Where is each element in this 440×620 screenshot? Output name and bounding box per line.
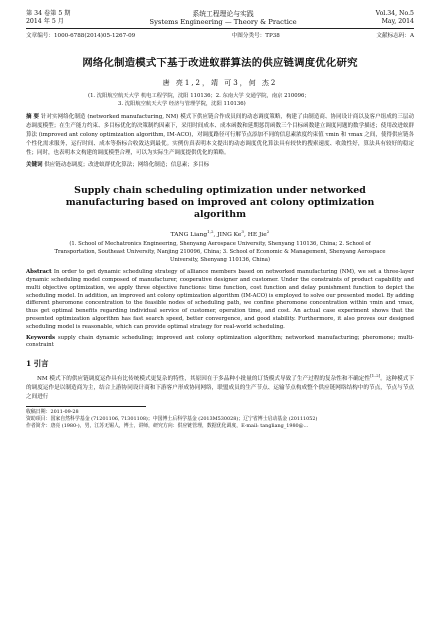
author-affil-mark: 1,2 bbox=[207, 229, 214, 235]
author-name: HE Jie bbox=[247, 232, 267, 239]
keywords-english bbox=[26, 335, 414, 351]
title-english: Supply chain scheduling optimization under networked manufacturing based on improved ant colony optimization algorithm bbox=[65, 185, 375, 221]
article-number: 文章编号：1000-6788(2014)05-1267-09 bbox=[26, 33, 136, 39]
keywords-chinese bbox=[26, 161, 414, 170]
date-cn: 2014 年 5 月 bbox=[26, 18, 64, 25]
running-header bbox=[26, 10, 414, 26]
author-name: TANG Liang bbox=[170, 232, 208, 239]
footnote-rule bbox=[26, 406, 146, 407]
body-text: NM 模式下的供应链调度运作具有比传统模式更复杂的特性，其原因在于多品种小批量的订货模式导致了生产过程的复杂性和不确定性 bbox=[37, 376, 371, 383]
keywords-text-en: supply chain dynamic scheduling; improved ant colony optimization algorithm; networked manufacturing; pheromone; multi-constraint bbox=[26, 334, 414, 349]
author-affil-mark: 2 bbox=[266, 229, 270, 235]
header-right bbox=[376, 10, 414, 26]
abstract-text-cn: 针对实网络化制造 (networked manufacturing, NM) 模式下供应链合作成员间的动态调度策略，构建了由制造商、协同设计商以及客户组成的三层动态调度模型；在生产能力约束、多目标优化的决策制约因素下，采用时间成本、成本函数和延期惩罚函数三个目标函数建立调度问题的数学描述；使用改进蚁群算法 (improved ant colony optimization algorithm, IM-ACO)，对调度路径可行解节点添加不同的信息素浓度约束值 τmin 和 τmax 之间，使得供应链各个性化需求服务，运行时间、成本等指标合收敛达到最优。实例仿真表明本文提出的动态调度优化算法具有较快的搜索速度、收敛性好，算法具有较好的稳定性；同时，也表明本文构建的调度模型合理，可以为实际生产调度提供优化的策略。 bbox=[26, 114, 414, 156]
article-meta bbox=[26, 32, 414, 40]
affiliations-english: (1. School of Mechatronics Engineering, Shenyang Aerospace University, Shenyang 110136, China; 2. School of Transportation, Southeast University, Nanjing 210096, China; 3. School of Economic & Management, Shenyang Aerospace University, Shenyang 110136, China) bbox=[54, 241, 386, 263]
header-left bbox=[26, 10, 70, 26]
section-heading-introduction: 1 引言 bbox=[26, 359, 49, 369]
title-chinese: 网络化制造模式下基于改进蚁群算法的供应链调度优化研究 bbox=[82, 57, 358, 69]
abstract-label-en: Abstract bbox=[26, 269, 52, 276]
author-affil-mark: 3 bbox=[241, 229, 244, 235]
clc-number: 中图分类号：TP38 bbox=[231, 33, 280, 39]
authors-english: TANG Liang$^{1,2}$, JING Ke$^3$, HE Jie$^2$ bbox=[170, 229, 270, 239]
keywords-label-en: Keywords bbox=[26, 334, 56, 341]
abstract-text-en: In order to get dynamic scheduling strategy of alliance members based on networked manufacturing (NM), we set a three-layer dynamic scheduling model composed of manufacturer, cooperative designer and customer. Under the constraints of product capability and multi objective optimization, we apply three objective functions: time function, cost function and delay punishment function to depict the scheduling model. In addition, an improved ant colony optimization algorithm (IM-ACO) is employed to solve our presented model. By adding different pheromone concentration to the feasible nodes of scheduling path, we confine pheromone concentration within τmin and τmax, thus get optimal benefits regarding individual service of customer, operation time, and cost. An actual case experiment shows that the presented optimization algorithm has fast search speed, better convergence, and good stability. Furthermore, it also proves our designed scheduling model is reasonable, which can provide optimal strategy for real-world scheduling. bbox=[26, 269, 415, 330]
document-code: 文献标志码：A bbox=[376, 33, 414, 39]
affiliation-line: (1. 沈阳航空航天大学 机电工程学院，沈阳 110136；2. 东南大学 交通学院，南京 210096； bbox=[88, 93, 310, 99]
abstract-chinese bbox=[26, 113, 414, 158]
volume-issue-cn: 第 34 卷第 5 期 bbox=[26, 10, 71, 17]
received-date: 收稿日期：2011-09-28 bbox=[26, 409, 79, 416]
abstract-label-cn: 摘 要 bbox=[26, 114, 40, 120]
keywords-text-cn: 供应链动态调度；改进蚁群优化算法；网络化制造；信息素；多目标 bbox=[44, 161, 210, 168]
date-en: May, 2014 bbox=[381, 18, 414, 25]
journal-name-cn: 系统工程理论与实践 bbox=[192, 10, 254, 18]
footnotes bbox=[26, 409, 414, 430]
author-bio: 作者简介：唐亮 (1980-)，男，江苏无锡人，博士，讲师，研究方向：供应链管理，数据优化调度，E-mail: tangliang_1980@... bbox=[26, 423, 309, 430]
journal-name-en: Systems Engineering — Theory & Practice bbox=[149, 18, 297, 26]
body-text: 。这种模式下的调度运作是以制造商为主，结合上游协同设计商和下游客户形成协同网络，联盟成员的生产节点、运输节点构成整个供应链网络结构中的节点，节点与节点之间进行 bbox=[26, 376, 414, 400]
introduction-paragraph bbox=[26, 372, 414, 401]
citation-ref[interactable]: [1–2] bbox=[370, 373, 381, 379]
affiliation-line: 3. 沈阳航空航天大学 经济与管理学院，沈阳 110136) bbox=[118, 101, 246, 107]
abstract-english bbox=[26, 269, 414, 331]
funding-info: 资助项目：国家自然科学基金 (71201106, 71301108)；中国博士后科学基金 (2013M530028)；辽宁省博士启动基金 (20111052) bbox=[26, 416, 318, 423]
header-center bbox=[149, 10, 296, 26]
keywords-label-cn: 关键词 bbox=[26, 161, 43, 168]
author-name: JING Ke bbox=[217, 232, 242, 239]
authors-chinese: 唐 亮1,2，靖 可3，何 杰2 bbox=[162, 79, 278, 87]
affiliations-chinese bbox=[26, 92, 414, 108]
header-rule bbox=[26, 28, 414, 29]
volume-issue-en: Vol.34, No.5 bbox=[375, 10, 414, 17]
